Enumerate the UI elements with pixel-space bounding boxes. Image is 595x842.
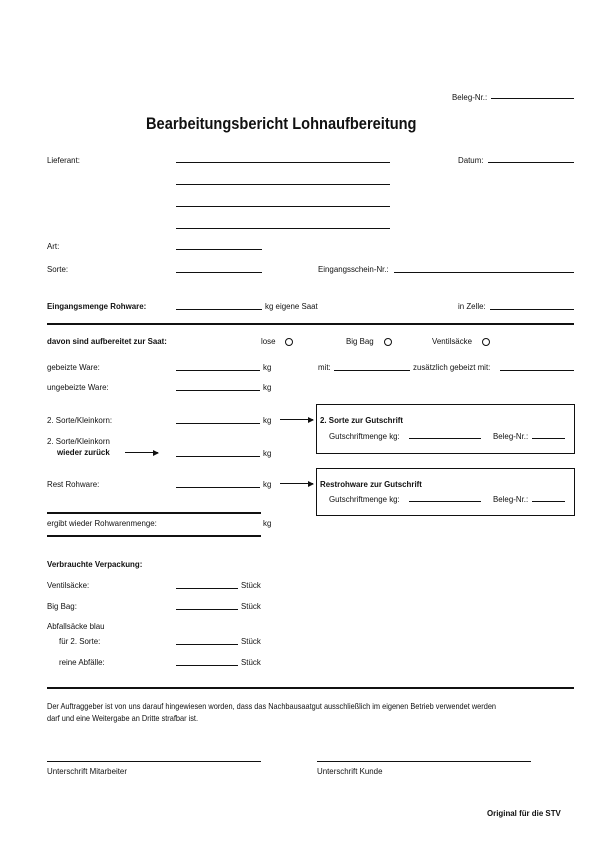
datum-field[interactable] (488, 162, 574, 163)
eingangsschein-label: Eingangsschein-Nr.: (318, 264, 389, 274)
reine-abfaelle-unit: Stück (241, 657, 261, 667)
sorte2-zurueck-label: 2. Sorte/Kleinkorn (47, 436, 110, 446)
sorte2-unit: kg (263, 415, 272, 425)
eingangsschein-field[interactable] (394, 272, 574, 273)
fuer-2-sorte-unit: Stück (241, 636, 261, 646)
disclaimer-line-2: darf und eine Weitergabe an Dritte strafbar ist. (47, 713, 199, 723)
eingangsmenge-label: Eingangsmenge Rohware: (47, 301, 147, 311)
signature-mitarbeiter-line[interactable] (47, 761, 261, 762)
zusaetzlich-field[interactable] (500, 370, 574, 371)
gutschrift-box-sorte2-beleg-field[interactable] (532, 438, 565, 439)
sorte2-field[interactable] (176, 423, 260, 424)
art-field[interactable] (176, 249, 262, 250)
ventilsaecke-label: Ventilsäcke: (47, 580, 90, 590)
rest-rohware-unit: kg (263, 479, 272, 489)
lieferant-field-3[interactable] (176, 206, 390, 207)
ergibt-label: ergibt wieder Rohwarenmenge: (47, 518, 157, 528)
option-bigbag-label: Big Bag (346, 336, 374, 346)
mit-field[interactable] (334, 370, 410, 371)
bigbag-unit: Stück (241, 601, 261, 611)
sorte2-label: 2. Sorte/Kleinkorn: (47, 415, 113, 425)
gutschrift-box-sorte2 (316, 404, 575, 454)
ergibt-unit: kg (263, 518, 272, 528)
lieferant-field-1[interactable] (176, 162, 390, 163)
ungebeizte-ware-label: ungebeizte Ware: (47, 382, 109, 392)
gutschrift-box-sorte2-title: 2. Sorte zur Gutschrift (320, 415, 404, 425)
sum-divider-top (47, 512, 261, 514)
sorte2-zurueck-label-2: wieder zurück (57, 447, 110, 457)
datum-label: Datum: (458, 155, 484, 165)
gutschrift-box-rest (316, 468, 575, 516)
gebeizte-ware-unit: kg (263, 362, 272, 372)
zusaetzlich-label: zusätzlich gebeizt mit: (413, 362, 491, 372)
ungebeizte-ware-field[interactable] (176, 390, 260, 391)
zelle-label: in Zelle: (458, 301, 486, 311)
bigbag-label: Big Bag: (47, 601, 77, 611)
signature-kunde-line[interactable] (317, 761, 531, 762)
sorte2-arrow (280, 419, 313, 420)
art-label: Art: (47, 241, 60, 251)
ventilsaecke-field[interactable] (176, 588, 238, 589)
sorte2-zurueck-arrow (125, 452, 158, 453)
fuer-2-sorte-label: für 2. Sorte: (59, 636, 101, 646)
lieferant-label: Lieferant: (47, 155, 80, 165)
gutschrift-box-sorte2-menge-label: Gutschriftmenge kg: (329, 431, 400, 441)
section-divider (47, 323, 574, 325)
reine-abfaelle-field[interactable] (176, 665, 238, 666)
sorte-field[interactable] (176, 272, 262, 273)
option-lose-radio[interactable] (285, 338, 293, 346)
gutschrift-box-rest-beleg-field[interactable] (532, 501, 565, 502)
gutschrift-box-rest-title: Restrohware zur Gutschrift (320, 479, 422, 489)
fuer-2-sorte-field[interactable] (176, 644, 238, 645)
gebeizte-ware-field[interactable] (176, 370, 260, 371)
option-ventilsaecke-radio[interactable] (482, 338, 490, 346)
option-ventilsaecke-label: Ventilsäcke (432, 336, 473, 346)
rest-rohware-field[interactable] (176, 487, 260, 488)
mit-label: mit: (318, 362, 331, 372)
gutschrift-box-rest-beleg-label: Beleg-Nr.: (493, 494, 529, 504)
gutschrift-box-rest-menge-label: Gutschriftmenge kg: (329, 494, 400, 504)
abfallsaecke-label: Abfallsäcke blau (47, 621, 105, 631)
gebeizte-ware-label: gebeizte Ware: (47, 362, 100, 372)
beleg-nr-label: Beleg-Nr.: (452, 92, 488, 102)
gutschrift-box-sorte2-beleg-label: Beleg-Nr.: (493, 431, 529, 441)
zelle-field[interactable] (490, 309, 574, 310)
eingangsmenge-field[interactable] (176, 309, 262, 310)
rest-rohware-arrow (280, 483, 313, 484)
bigbag-field[interactable] (176, 609, 238, 610)
footer-original-label: Original für die STV (487, 808, 561, 818)
eingangsmenge-unit: kg eigene Saat (265, 301, 318, 311)
beleg-nr-field[interactable] (491, 98, 574, 99)
aufbereitet-label: davon sind aufbereitet zur Saat: (47, 336, 167, 346)
sorte-label: Sorte: (47, 264, 69, 274)
lieferant-field-2[interactable] (176, 184, 390, 185)
signature-kunde-label: Unterschrift Kunde (317, 766, 383, 776)
signature-mitarbeiter-label: Unterschrift Mitarbeiter (47, 766, 127, 776)
gutschrift-box-rest-menge-field[interactable] (409, 501, 481, 502)
lieferant-field-4[interactable] (176, 228, 390, 229)
reine-abfaelle-label: reine Abfälle: (59, 657, 105, 667)
gutschrift-box-sorte2-menge-field[interactable] (409, 438, 481, 439)
disclaimer-divider (47, 687, 574, 689)
option-bigbag-radio[interactable] (384, 338, 392, 346)
sorte2-zurueck-unit: kg (263, 448, 272, 458)
page-title: Bearbeitungsbericht Lohnaufbereitung (146, 114, 417, 133)
option-lose-label: lose (261, 336, 276, 346)
sorte2-zurueck-field[interactable] (176, 456, 260, 457)
verpackung-title: Verbrauchte Verpackung: (47, 559, 143, 569)
ventilsaecke-unit: Stück (241, 580, 261, 590)
sum-divider-bottom (47, 535, 261, 537)
rest-rohware-label: Rest Rohware: (47, 479, 100, 489)
ungebeizte-ware-unit: kg (263, 382, 272, 392)
disclaimer-line-1: Der Auftraggeber ist von uns darauf hingewiesen worden, dass das Nachbausaatgut ausschließlich im eigenen Betrieb verwendet werden (47, 701, 497, 711)
